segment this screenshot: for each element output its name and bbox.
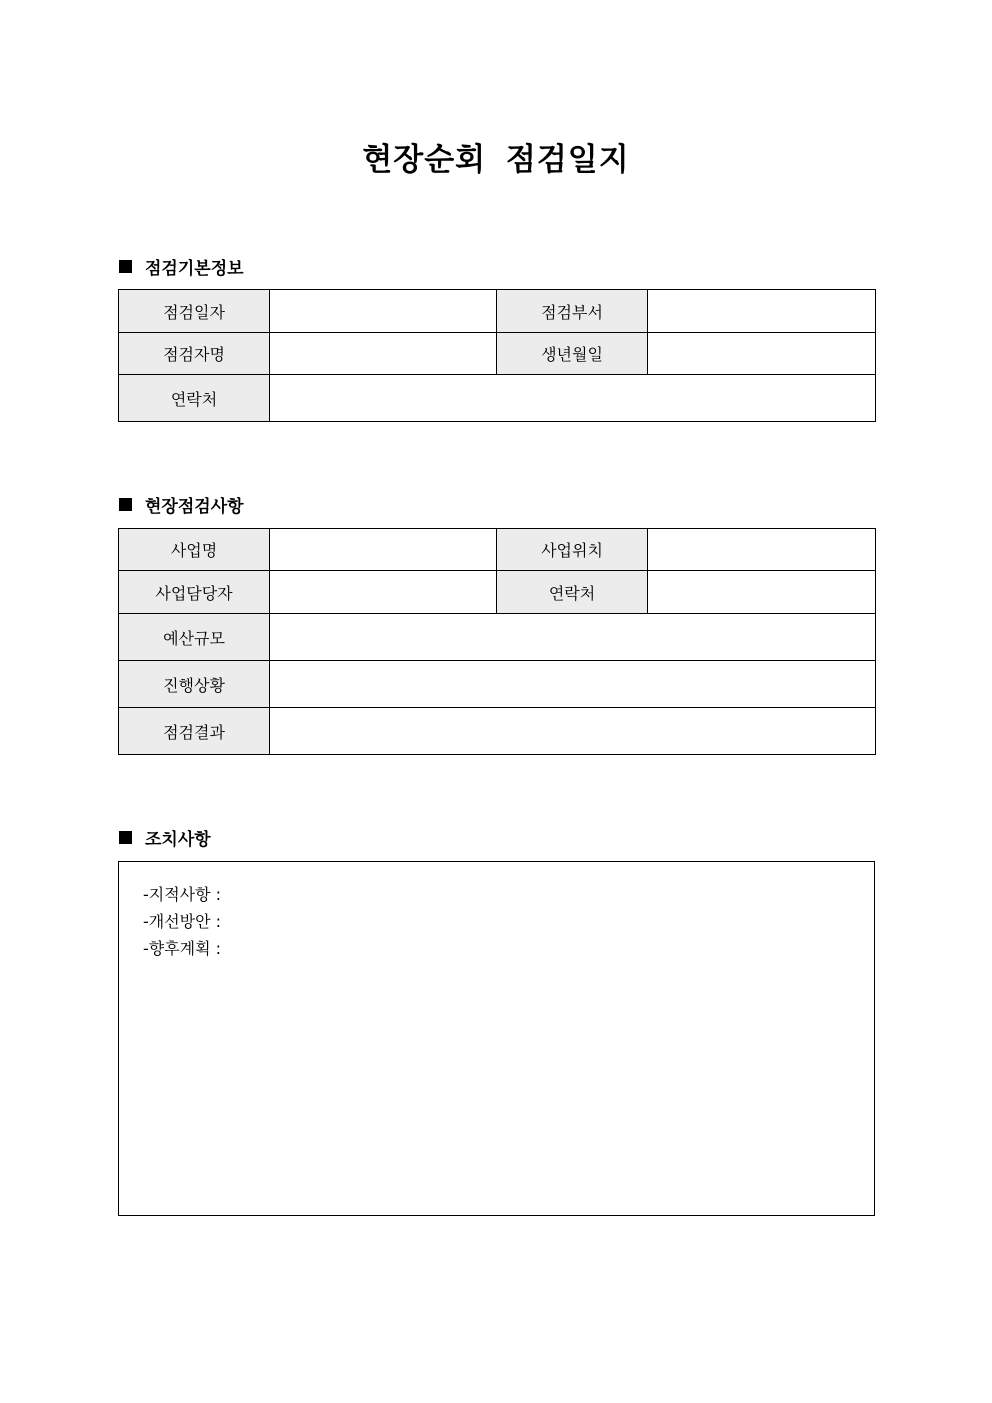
project-location-field[interactable] bbox=[648, 529, 876, 571]
table-row bbox=[119, 333, 876, 375]
result-field[interactable] bbox=[270, 708, 876, 755]
action-notes-box[interactable] bbox=[118, 861, 875, 1216]
project-name-field[interactable] bbox=[270, 529, 497, 571]
label-inspector-name: 점검자명 bbox=[119, 333, 270, 375]
label-progress: 진행상황 bbox=[119, 661, 270, 708]
inspector-name-field[interactable] bbox=[270, 333, 497, 375]
inspection-dept-field[interactable] bbox=[648, 290, 876, 333]
label-site-contact: 연락처 bbox=[497, 571, 648, 614]
basic-info-table bbox=[118, 289, 876, 422]
table-row bbox=[119, 708, 876, 755]
inspection-date-field[interactable] bbox=[270, 290, 497, 333]
note-line-future-plan: -향후계획 : bbox=[143, 939, 222, 958]
table-row bbox=[119, 375, 876, 422]
table-row bbox=[119, 661, 876, 708]
label-project-manager: 사업담당자 bbox=[119, 571, 270, 614]
table-row bbox=[119, 571, 876, 614]
progress-field[interactable] bbox=[270, 661, 876, 708]
table-row bbox=[119, 614, 876, 661]
label-result: 점검결과 bbox=[119, 708, 270, 755]
label-inspection-dept: 점검부서 bbox=[497, 290, 648, 333]
square-bullet-icon bbox=[119, 498, 132, 511]
section-heading-actions bbox=[119, 825, 211, 850]
label-contact: 연락처 bbox=[119, 375, 270, 422]
birth-date-field[interactable] bbox=[648, 333, 876, 375]
label-project-location: 사업위치 bbox=[497, 529, 648, 571]
section-heading-basic bbox=[119, 254, 244, 279]
section-heading-actions-label: 조치사항 bbox=[145, 830, 211, 850]
site-inspection-table bbox=[118, 528, 876, 755]
label-project-name: 사업명 bbox=[119, 529, 270, 571]
label-inspection-date: 점검일자 bbox=[119, 290, 270, 333]
section-heading-basic-label: 점검기본정보 bbox=[145, 259, 244, 279]
square-bullet-icon bbox=[119, 831, 132, 844]
section-heading-site-label: 현장점검사항 bbox=[145, 497, 244, 517]
label-birth-date: 생년월일 bbox=[497, 333, 648, 375]
contact-field[interactable] bbox=[270, 375, 876, 422]
table-row bbox=[119, 290, 876, 333]
note-line-improvement: -개선방안 : bbox=[143, 912, 222, 931]
budget-field[interactable] bbox=[270, 614, 876, 661]
table-row bbox=[119, 529, 876, 571]
document-title: 현장순회 점검일지 bbox=[362, 142, 630, 178]
label-budget: 예산규모 bbox=[119, 614, 270, 661]
note-line-findings: -지적사항 : bbox=[143, 885, 222, 904]
project-manager-field[interactable] bbox=[270, 571, 497, 614]
section-heading-site bbox=[119, 492, 244, 517]
site-contact-field[interactable] bbox=[648, 571, 876, 614]
square-bullet-icon bbox=[119, 260, 132, 273]
